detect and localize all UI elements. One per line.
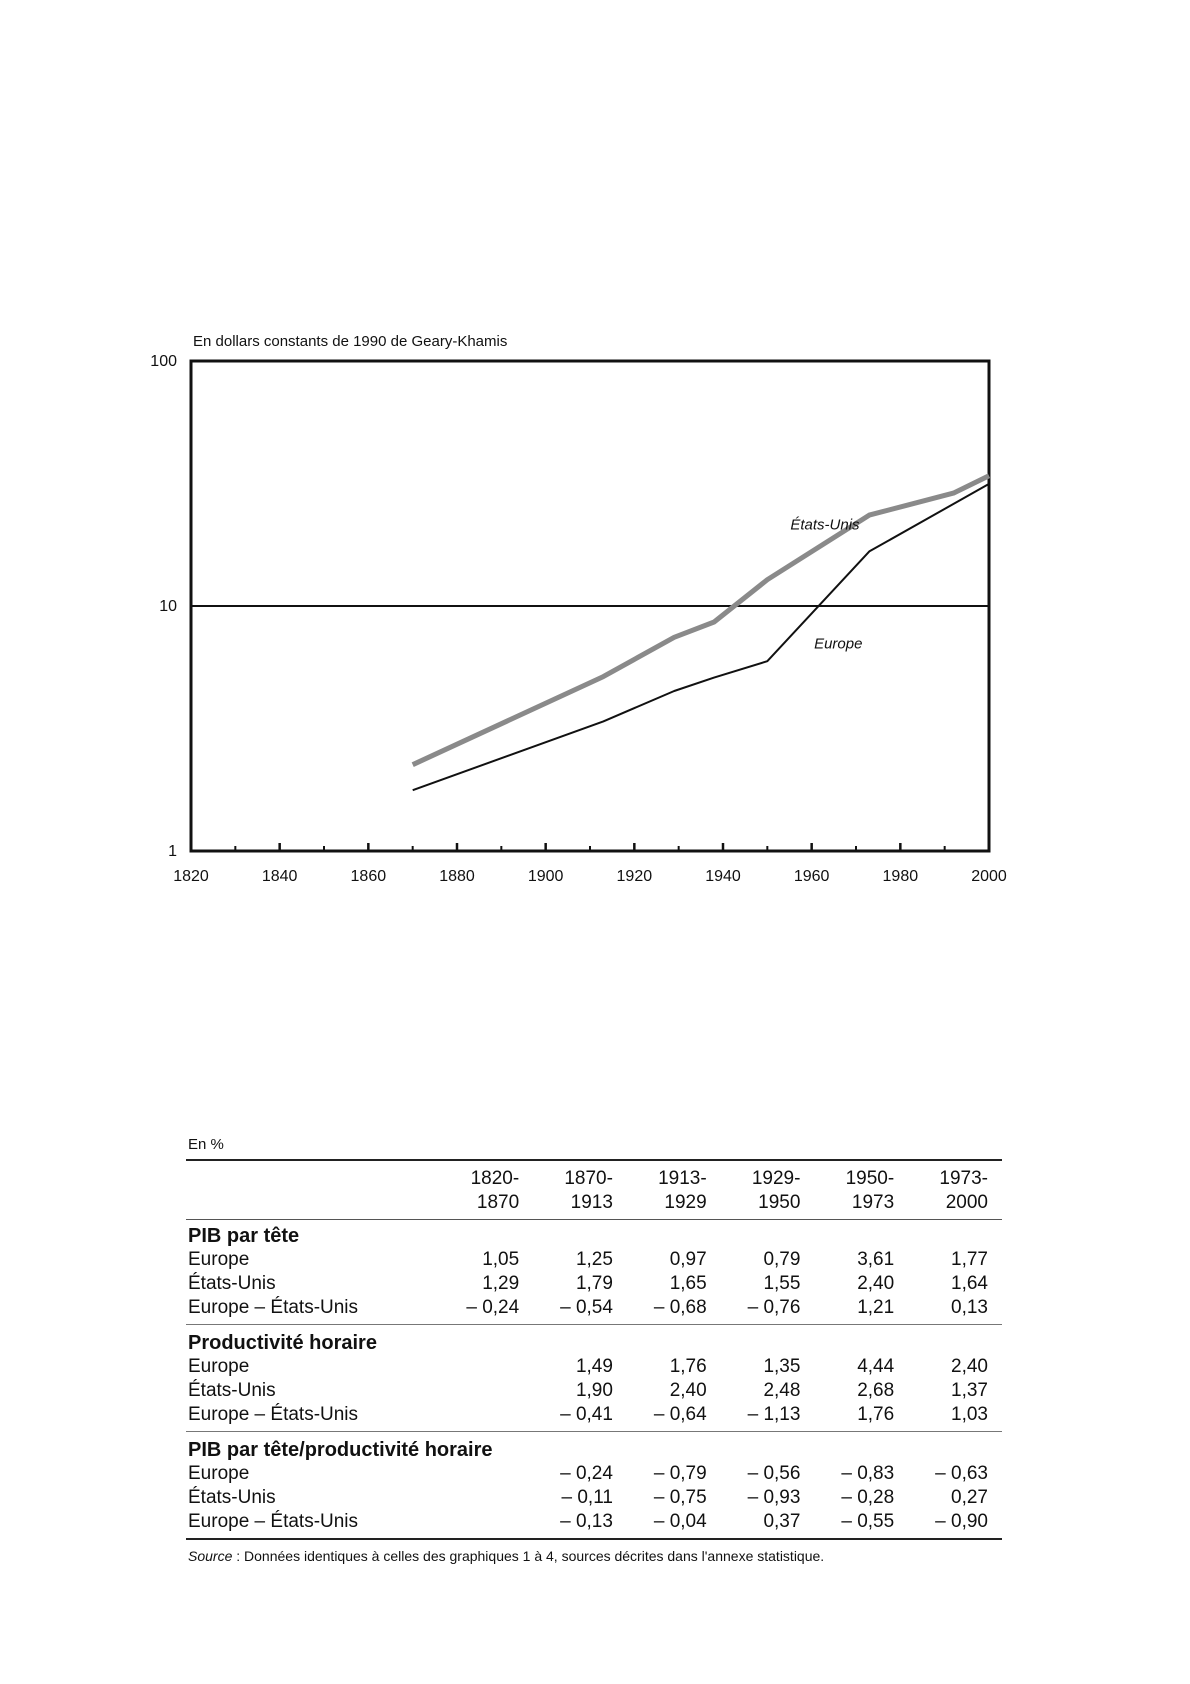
x-tick-label-1940: 1940 bbox=[705, 868, 741, 885]
table-cell: – 0,28 bbox=[841, 1487, 895, 1508]
table-row bbox=[186, 1355, 1002, 1379]
series-annotation-europe: Europe bbox=[814, 635, 863, 653]
table-unit-note: En % bbox=[188, 1136, 224, 1153]
table-cell: – 0,04 bbox=[627, 1510, 721, 1539]
table-cell bbox=[439, 1355, 533, 1379]
table-cell: 1,55 bbox=[763, 1273, 801, 1294]
table-cell: – 0,56 bbox=[747, 1463, 801, 1484]
section-title: PIB par tête/productivité horaire bbox=[188, 1439, 493, 1461]
table-header-text: 1929 bbox=[664, 1192, 707, 1213]
table-cell: 0,79 bbox=[763, 1249, 801, 1270]
row-label: États-Unis bbox=[188, 1273, 276, 1294]
table-cell: 0,13 bbox=[908, 1296, 1002, 1325]
section-header-row bbox=[186, 1325, 1002, 1356]
table-row bbox=[186, 1296, 1002, 1325]
growth-table bbox=[186, 1159, 1002, 1540]
section-title: PIB par tête bbox=[188, 1225, 300, 1247]
table-row bbox=[186, 1403, 1002, 1432]
series-line-europe bbox=[413, 484, 989, 790]
section-title: Productivité horaire bbox=[188, 1332, 377, 1354]
y-tick-label-100: 100 bbox=[150, 353, 177, 370]
x-tick-label-1960: 1960 bbox=[793, 868, 830, 885]
row-label: Europe bbox=[188, 1249, 250, 1270]
table-cell: 1,77 bbox=[951, 1249, 988, 1270]
chart-title: En dollars constants de 1990 de Geary-Khamis bbox=[193, 333, 508, 350]
table-cell: – 0,93 bbox=[747, 1487, 801, 1508]
x-tick-label-1860: 1860 bbox=[350, 868, 387, 885]
table-cell: – 0,76 bbox=[721, 1296, 815, 1325]
table-cell: 0,27 bbox=[951, 1487, 988, 1508]
table-cell: 1,05 bbox=[482, 1249, 520, 1270]
table-cell: – 0,68 bbox=[627, 1296, 721, 1325]
table-section bbox=[186, 1325, 1002, 1432]
y-tick-label-1: 1 bbox=[168, 843, 177, 860]
table-row bbox=[186, 1462, 1002, 1486]
table-cell: 3,61 bbox=[857, 1249, 895, 1270]
table-cell: – 0,79 bbox=[653, 1463, 707, 1484]
table-cell: 2,40 bbox=[951, 1356, 988, 1377]
table-cell: 4,44 bbox=[857, 1356, 895, 1377]
x-tick-label-2000: 2000 bbox=[971, 868, 1007, 885]
table-cell: 1,37 bbox=[951, 1380, 988, 1401]
table-header-text: 1913 bbox=[570, 1192, 613, 1213]
table-header-text: 1913- bbox=[658, 1168, 707, 1189]
growth-table-block bbox=[186, 1136, 1002, 1564]
table-header-text: 1950- bbox=[845, 1168, 895, 1189]
table-header-period bbox=[439, 1160, 533, 1220]
table-row bbox=[186, 1510, 1002, 1539]
table-cell: – 0,24 bbox=[560, 1463, 613, 1484]
table-cell: 2,48 bbox=[763, 1380, 801, 1401]
table-header-period bbox=[721, 1160, 815, 1220]
table-cell bbox=[439, 1379, 533, 1403]
table-cell: – 0,83 bbox=[841, 1463, 895, 1484]
row-label: Europe – États-Unis bbox=[186, 1510, 439, 1539]
table-cell: 1,76 bbox=[814, 1403, 908, 1432]
table-cell: – 0,11 bbox=[561, 1487, 613, 1508]
table-section bbox=[186, 1432, 1002, 1540]
table-cell: 2,40 bbox=[669, 1380, 707, 1401]
table-cell: 1,65 bbox=[669, 1273, 707, 1294]
x-tick-label-1980: 1980 bbox=[882, 868, 919, 885]
row-label: Europe – États-Unis bbox=[186, 1403, 439, 1432]
table-header-period bbox=[627, 1160, 721, 1220]
table-row bbox=[186, 1248, 1002, 1272]
table-header-row bbox=[186, 1160, 1002, 1220]
table-header-period bbox=[814, 1160, 908, 1220]
table-cell: – 0,13 bbox=[533, 1510, 627, 1539]
series-annotation-etats-unis: États-Unis bbox=[790, 516, 860, 534]
table-cell: 1,76 bbox=[669, 1356, 707, 1377]
table-cell bbox=[439, 1486, 533, 1510]
table-cell bbox=[439, 1462, 533, 1486]
series-line-etats-unis bbox=[413, 476, 989, 765]
table-cell: – 0,24 bbox=[439, 1296, 533, 1325]
table-header-text: 1973- bbox=[939, 1168, 988, 1189]
table-cell: 1,49 bbox=[575, 1356, 613, 1377]
table-header-blank bbox=[186, 1160, 439, 1220]
table-cell: – 0,64 bbox=[627, 1403, 721, 1432]
table-header-text: 1870 bbox=[476, 1192, 520, 1213]
source-note bbox=[188, 1548, 1002, 1564]
table-cell: 1,25 bbox=[575, 1249, 613, 1270]
table-header-period bbox=[908, 1160, 1002, 1220]
row-label: Europe bbox=[188, 1356, 250, 1377]
table-header-period bbox=[533, 1160, 627, 1220]
table-header-text: 1870- bbox=[564, 1168, 613, 1189]
row-label: États-Unis bbox=[188, 1487, 276, 1508]
row-label: Europe – États-Unis bbox=[186, 1296, 439, 1325]
y-tick-label-10: 10 bbox=[159, 598, 177, 615]
table-cell bbox=[439, 1510, 533, 1539]
x-tick-label-1880: 1880 bbox=[439, 868, 475, 885]
table-cell: 0,97 bbox=[669, 1249, 707, 1270]
row-label: États-Unis bbox=[188, 1380, 276, 1401]
table-cell: 1,03 bbox=[908, 1403, 1002, 1432]
table-cell: 0,37 bbox=[721, 1510, 815, 1539]
x-tick-label-1840: 1840 bbox=[261, 868, 298, 885]
table-cell: – 0,75 bbox=[653, 1487, 707, 1508]
table-cell: – 1,13 bbox=[721, 1403, 815, 1432]
x-tick-label-1820: 1820 bbox=[173, 868, 209, 885]
table-cell: 2,40 bbox=[857, 1273, 895, 1294]
table-cell: – 0,54 bbox=[533, 1296, 627, 1325]
table-cell: 1,21 bbox=[814, 1296, 908, 1325]
table-cell: 1,64 bbox=[951, 1273, 988, 1294]
table-cell: – 0,41 bbox=[533, 1403, 627, 1432]
table-cell: 2,68 bbox=[857, 1380, 895, 1401]
table-cell: 1,90 bbox=[575, 1380, 613, 1401]
table-cell: – 0,63 bbox=[935, 1463, 988, 1484]
table-header-text: 1973 bbox=[851, 1192, 895, 1213]
table-cell: – 0,90 bbox=[908, 1510, 1002, 1539]
table-row bbox=[186, 1379, 1002, 1403]
table-cell: 1,79 bbox=[575, 1273, 613, 1294]
section-header-row bbox=[186, 1220, 1002, 1249]
x-tick-label-1920: 1920 bbox=[616, 868, 653, 885]
source-text: : Données identiques à celles des graphiques 1 à 4, sources décrites dans l'annexe statistique. bbox=[232, 1548, 825, 1564]
table-header-text: 1950 bbox=[758, 1192, 801, 1213]
table-cell: 1,29 bbox=[482, 1273, 520, 1294]
table-cell: – 0,55 bbox=[814, 1510, 908, 1539]
table-header-text: 2000 bbox=[945, 1192, 988, 1213]
table-row bbox=[186, 1486, 1002, 1510]
table-cell bbox=[439, 1403, 533, 1432]
section-header-row bbox=[186, 1432, 1002, 1463]
source-label: Source bbox=[188, 1548, 233, 1564]
table-header-text: 1820- bbox=[470, 1168, 520, 1189]
table-row bbox=[186, 1272, 1002, 1296]
table-section bbox=[186, 1220, 1002, 1325]
table-cell: 1,35 bbox=[763, 1356, 801, 1377]
table-header-text: 1929- bbox=[751, 1168, 801, 1189]
x-tick-label-1900: 1900 bbox=[527, 868, 564, 885]
row-label: Europe bbox=[188, 1463, 250, 1484]
